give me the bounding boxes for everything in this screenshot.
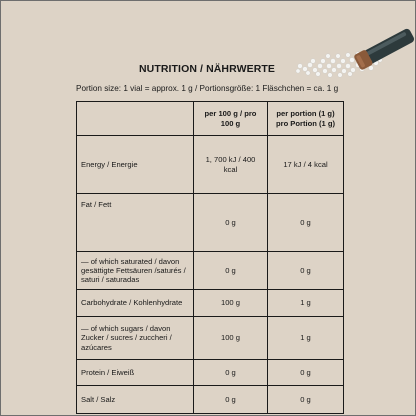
value-per-100g: 0 g	[194, 386, 268, 414]
value-per-portion: 0 g	[268, 194, 344, 252]
row-label: Energy / Energie	[77, 136, 194, 194]
row-label: Protein / Eiweiß	[77, 360, 194, 386]
value-per-100g: 100 g	[194, 317, 268, 360]
table-row	[77, 290, 344, 317]
row-label: Carbohydrate / Kohlenhydrate	[77, 290, 194, 317]
value-per-portion: 0 g	[268, 252, 344, 290]
value-per-portion: 17 kJ / 4 kcal	[268, 136, 344, 194]
nutrition-table	[76, 101, 344, 414]
value-per-100g: 0 g	[194, 252, 268, 290]
table-row	[77, 194, 344, 252]
value-per-portion: 1 g	[268, 290, 344, 317]
row-label: — of which sugars / davon Zucker / sucres / zuccheri / azúcares	[77, 317, 194, 360]
table-row	[77, 360, 344, 386]
row-label: Fat / Fett	[77, 194, 194, 252]
value-per-portion: 0 g	[268, 360, 344, 386]
value-per-100g: 0 g	[194, 360, 268, 386]
value-per-100g: 1, 700 kJ / 400 kcal	[194, 136, 268, 194]
value-per-100g: 100 g	[194, 290, 268, 317]
table-row	[77, 252, 344, 290]
row-label: — of which saturated / davon gesättigte Fettsäuren /saturés / saturi / saturadas	[77, 252, 194, 290]
header-per-portion: per portion (1 g) pro Portion (1 g)	[268, 102, 344, 136]
header-label-cell	[77, 102, 194, 136]
header-per-100g: per 100 g / pro 100 g	[194, 102, 268, 136]
value-per-portion: 0 g	[268, 386, 344, 414]
page-title: NUTRITION / NÄHRWERTE	[138, 63, 276, 75]
table-row	[77, 136, 344, 194]
row-label: Salt / Salz	[77, 386, 194, 414]
portion-size-text: Portion size: 1 vial = approx. 1 g / Portionsgröße: 1 Fläschchen = ca. 1 g	[76, 84, 339, 93]
value-per-portion: 1 g	[268, 317, 344, 360]
table-row	[77, 317, 344, 360]
table-header-row	[77, 102, 344, 136]
value-per-100g: 0 g	[194, 194, 268, 252]
table-row	[77, 386, 344, 414]
